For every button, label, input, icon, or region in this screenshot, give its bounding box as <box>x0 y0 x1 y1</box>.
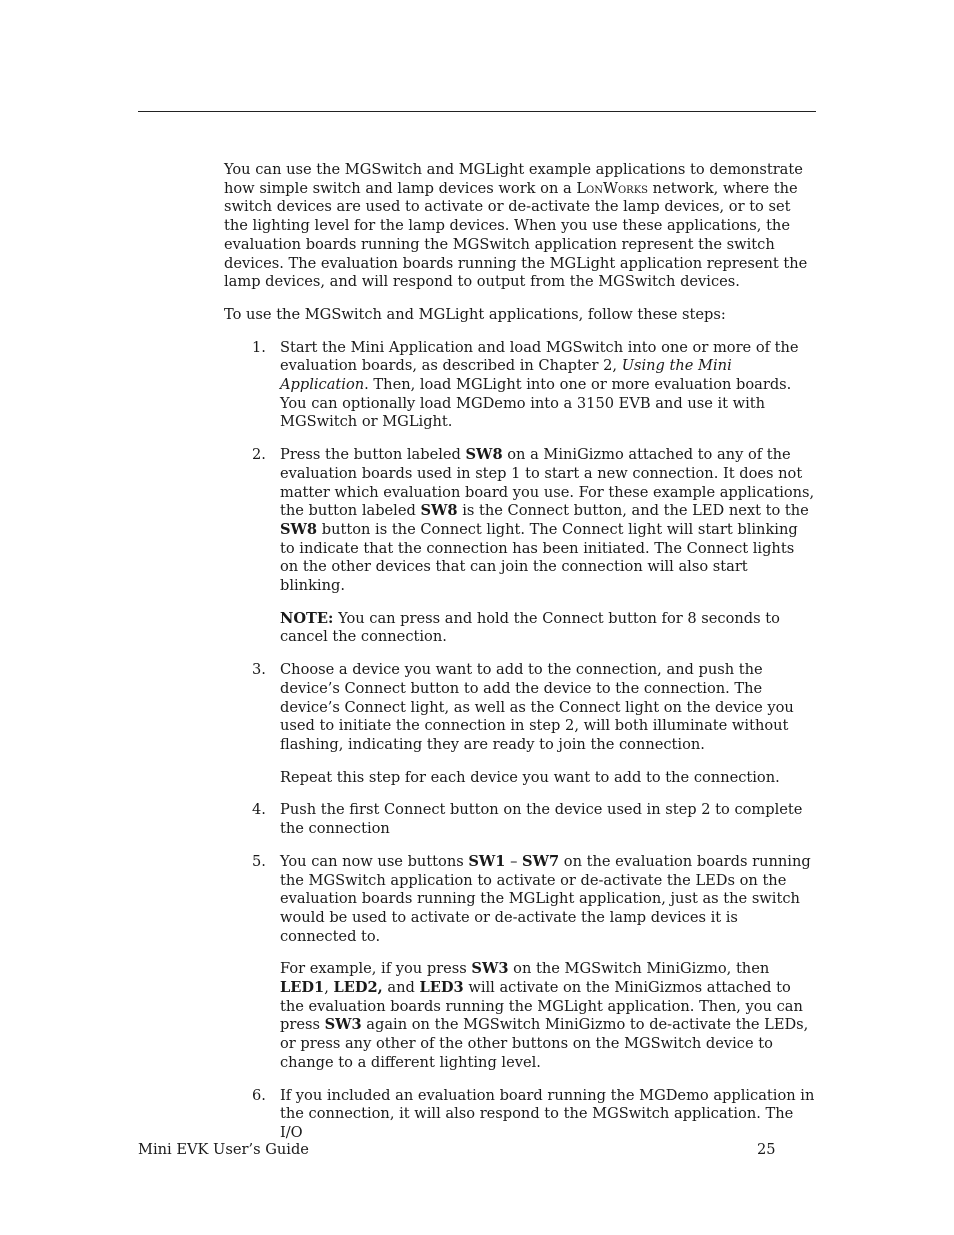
step-number: 6. <box>252 1086 266 1104</box>
chapter-reference: Using the Mini Application <box>280 357 732 394</box>
step-number: 5. <box>252 852 266 870</box>
list-item: 1. Start the Mini Application and load MGSwitch into one or more of the evaluation boards, as described in Chapter 2, Using the Mini Application. Then, load MGLight into one or more evaluation boards. You can optionally load MGDemo into a 3150 EVB and use it with MGSwitch or MGLight. <box>252 338 799 431</box>
note-label: NOTE: <box>280 609 334 627</box>
step-number: 4. <box>252 801 266 819</box>
step-number: 3. <box>252 661 266 679</box>
step-number: 1. <box>252 338 266 356</box>
list-item: 5. You can now use buttons SW1 – SW7 on the evaluation boards running the MGSwitch application to activate or de-activate the LEDs on the evaluation boards running the MGLight application, just as the switch would be used to activate or de-activate the lamp devices it is connected to. For example, if you press SW3 on the MGSwitch MiniGizmo, then LED1, LED2, and LED3 will activate on the MiniGizmos attached to the evaluation boards running the MGLight application. Then, you can press SW3 again on the MGSwitch MiniGizmo to de-activate the LEDs, or press any other of the other buttons on the MGSwitch device to change to a different lighting level. <box>224 853 816 1073</box>
steps-list <box>224 339 816 1143</box>
list-item: 6. If you included an evaluation board running the MGDemo application in the connection, it will also respond to the MGSwitch application. The I/O <box>252 1086 815 1141</box>
page-number: 25 <box>757 1141 776 1158</box>
list-item: 2. Press the button labeled SW8 on a MiniGizmo attached to any of the evaluation boards used in step 1 to start a new connection. It does not matter which evaluation board you use. For these example applications, the button labeled SW8 is the Connect button, and the LED next to the SW8 button is the Connect light. The Connect light will start blinking to indicate that the connection has been initiated. The Connect lights on the other devices that can join the connection will also start blinking. NOTE: You can press and hold the Connect button for 8 seconds to cancel the connection. <box>252 446 815 646</box>
steps-intro: To use the MGSwitch and MGLight applications, follow these steps: <box>224 305 726 323</box>
note: NOTE: You can press and hold the Connect button for 8 seconds to cancel the connection. <box>280 609 780 646</box>
footer-title: Mini EVK User’s Guide <box>138 1141 309 1158</box>
header-rule <box>138 111 816 112</box>
step-number: 2. <box>252 446 266 464</box>
document-body <box>224 161 816 1157</box>
list-item: 4. Push the first Connect button on the device used in step 2 to complete the connection <box>252 801 803 838</box>
example-paragraph: For example, if you press SW3 on the MGSwitch MiniGizmo, then LED1, LED2, and LED3 will activate on the MiniGizmos attached to the evaluation boards running the MGLight application. Then, you can press SW3 again on the MGSwitch MiniGizmo to de-activate the LEDs, or press any other of the other buttons on the MGSwitch device to change to a different lighting level. <box>280 960 809 1071</box>
lonworks-term: LonWorks <box>576 179 649 197</box>
list-item: 3. Choose a device you want to add to the connection, and push the device’s Connect button to add the device to the connection. The device’s Connect light, as well as the Connect light on the device you used to initiate the connection in step 2, will both illuminate without flashing, indicating they are ready to join the connection. Repeat this step for each device you want to add to the connection. <box>252 661 794 786</box>
intro-paragraph: You can use the MGSwitch and MGLight example applications to demonstrate how simple switch and lamp devices work on a LonWorks network, where the switch devices are used to activate or de-activate the lamp devices, or to set the lighting level for the lamp devices. When you use these applications, the evaluation boards running the MGSwitch application represent the switch devices. The evaluation boards running the MGLight application represent the lamp devices, and will respond to output from the MGSwitch devices. <box>224 161 808 291</box>
